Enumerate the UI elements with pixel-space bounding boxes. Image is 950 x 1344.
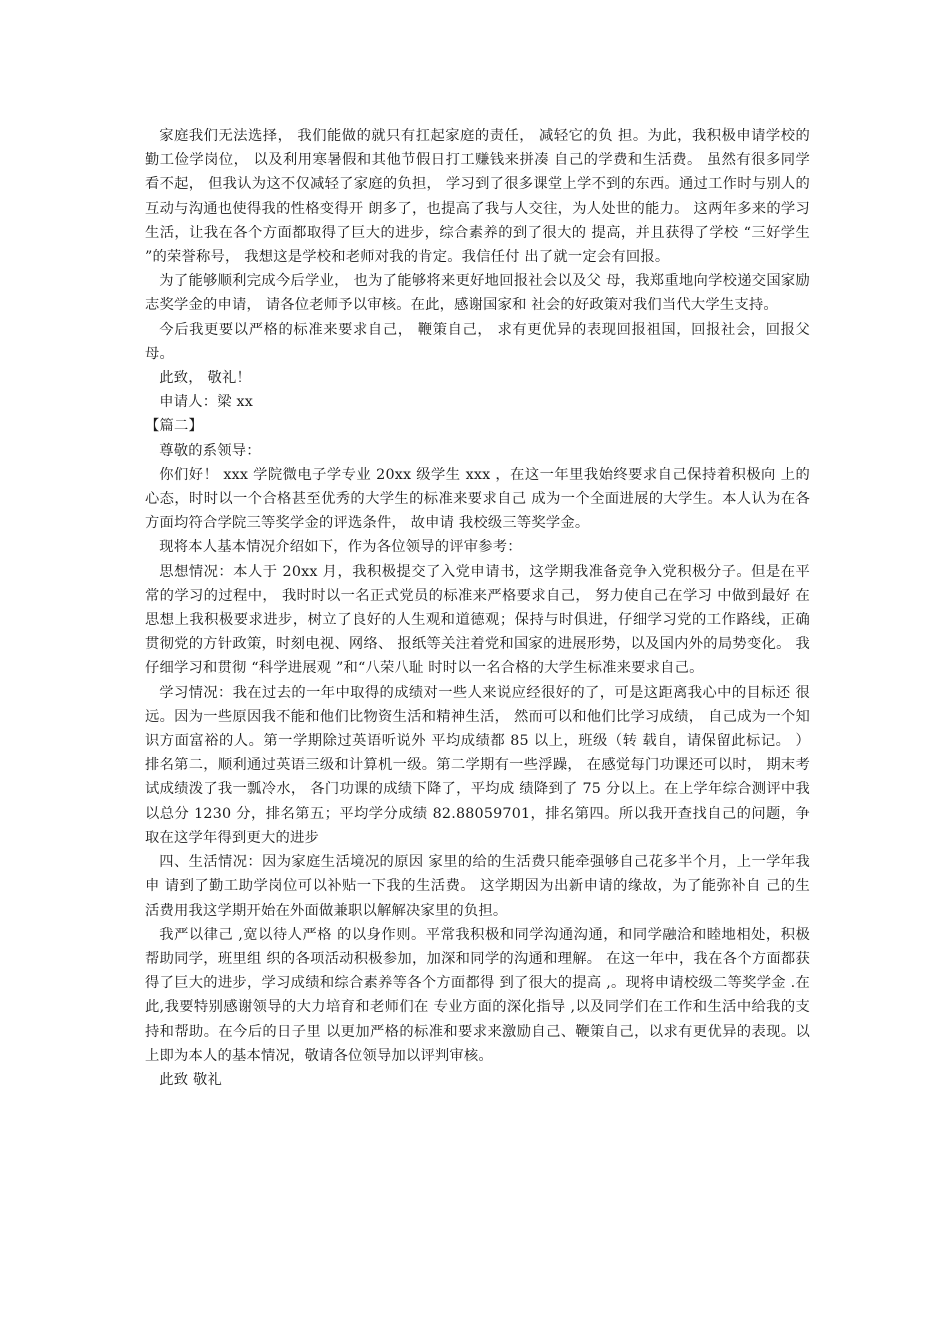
paragraph-family-responsibility: 家庭我们无法选择， 我们能做的就只有扛起家庭的责任， 减轻它的负 担。为此，我积极申请学校的勤工俭学岗位， 以及利用寒暑假和其他节假日打工赚钱来拼凑 自己的学费和生活费。 虽然有很多同学看不起， 但我认为这不仅减轻了家庭的负担， 学习到了很多课堂上学不到的东西。通过工作时与别人的互动与沟通也使得我的性格变得开 朗多了，也提高了我与人交往，为人处世的能力。 这两年多来的学习生活，让我在各个方面都取得了巨大的进步，综合素养的到了很大的 提高，并且获得了学校 “三好学生 ”的荣誉称号， 我想这是学校和老师对我的肯定。我信任付 出了就一定会有回报。 [145,128,810,266]
paragraph-scholarship-application: 为了能够顺利完成今后学业， 也为了能够将来更好地回报社会以及父 母，我郑重地向学校递交国家励志奖学金的申请， 请各位老师予以审核。在此，感谢国家和 社会的好政策对我们当代大学生支持。 [145,273,810,314]
salutation: 尊敬的系领导： [159,442,261,459]
paragraph-study: 学习情况：我在过去的一年中取得的成绩对一些人来说应经很好的了，可是这距离我心中的目标还 很远。因为一些原因我不能和他们比物资生活和精神生活， 然而可以和他们比学习成绩， 自己成为一个知识方面富裕的人。第一学期除过英语听说外 平均成绩都 85 以上，班级（转 载自，请保留此标记。 ）排名第二，顺利通过英语三级和计算机一级。第二学期有一些浮躁， 在感觉每门功课还可以时， 期末考试成绩泼了我一瓢冷水， 各门功课的成绩下降了，平均成 绩降到了 75 分以上。在上学年综合测评中我以总分 1230 分，排名第五；平均学分成绩 82.88059701，排名第四。所以我开查找自己的问题，争取在这学年得到更大的进步 [145,684,810,846]
document-body [145,124,810,1092]
closing-salute-2: 此致 敬礼 [159,1071,223,1088]
applicant-signature: 申请人：梁 xx [159,394,254,411]
paragraph-greeting: 你们好！ xxx 学院微电子学专业 20xx 级学生 xxx ，在这一年里我始终要求自己保持着积极向 上的心态，时时以一个合格甚至优秀的大学生的标准来要求自己 成为一个全面进展的大学生。本人认为在各方面均符合学院三等奖学金的评选条件， 故申请 我校级三等奖学金。 [145,466,810,532]
paragraph-life: 四、生活情况：因为家庭生活境况的原因 家里的给的生活费只能牵强够自己花多半个月，上一学年我申 请到了勤工助学岗位可以补贴一下我的生活费。 这学期因为出新申请的缘故，为了能弥补自 己的生活费用我这学期开始在外面做兼职以解解决家里的负担。 [145,854,810,919]
paragraph-ideology: 思想情况：本人于 20xx 月，我积极提交了入党申请书，这学期我准备竞争入党积极分子。但是在平常的学习的过程中， 我时时以一名正式党员的标准来严格要求自己， 努力使自己在学习 中做到最好 在思想上我积极要求进步，树立了良好的人生观和道德观；保持与时俱进，仔细学习党的工作路线，正确贯彻党的方针政策，时刻电视、网络、 报纸等关注着党和国家的进展形势，以及国内外的局势变化。 我仔细学习和贯彻 “科学进展观 ”和“八荣八耻 时时以一名合格的大学生标准来要求自己。 [145,563,810,677]
paragraph-future-commitment: 今后我更要以严格的标准来要求自己， 鞭策自己， 求有更优异的表现回报祖国，回报社会，回报父母。 [145,321,810,362]
closing-salute: 此致， 敬礼！ [159,370,252,387]
paragraph-conduct: 我严以律己 ,宽以待人严格 的以身作则。平常我积极和同学沟通沟通，和同学融洽和睦地相处，积极帮助同学，班里组 织的各项活动积极参加，加深和同学的沟通和理解。 在这一年中，我在各个方面都获得了巨大的进步，学习成绩和综合素养等各个方面都得 到了很大的提高 ,。现将申请校级二等奖学金 .在此,我要特别感谢领导的大力培育和老师们在 专业方面的深化指导 ,以及同学们在工作和生活中给我的支持和帮助。在今后的日子里 以更加严格的标准和要求来激励自己、鞭策自己，以求有更优异的表现。以上即为本人的基本情况，敬请各位领导加以评判审核。 [145,926,810,1064]
paragraph-intro: 现将本人基本情况介绍如下，作为各位领导的评审参考： [159,539,522,556]
section-title: 【篇二】 [145,418,203,435]
